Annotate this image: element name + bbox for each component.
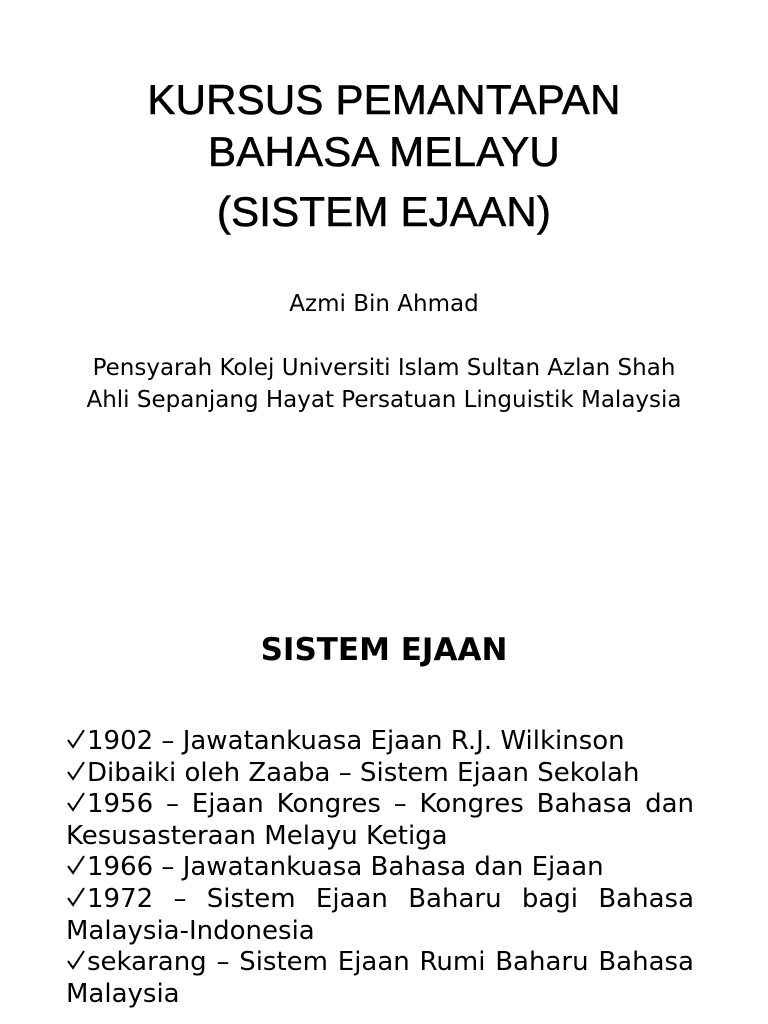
list-item-text: 1902 – Jawatankuasa Ejaan R.J. Wilkinson bbox=[87, 726, 625, 756]
list-item bbox=[66, 852, 694, 884]
list-item bbox=[66, 758, 694, 790]
list-item-text: Dibaiki oleh Zaaba – Sistem Ejaan Sekolah bbox=[87, 757, 640, 788]
list-item-text: 1966 – Jawatankuasa Bahasa dan Ejaan bbox=[87, 852, 604, 883]
check-icon bbox=[66, 791, 86, 813]
list-item-text: sekarang – Sistem Ejaan Rumi Baharu Bahasa Malaysia bbox=[66, 947, 694, 1009]
list-item-text: 1956 – Ejaan Kongres – Kongres Bahasa dan Kesusasteraan Melayu Ketiga bbox=[66, 789, 694, 851]
document-title bbox=[0, 74, 768, 238]
section-heading: SISTEM EJAAN bbox=[260, 632, 508, 668]
check-icon bbox=[66, 854, 86, 876]
check-icon bbox=[66, 886, 86, 908]
affiliation-line: Pensyarah Kolej Universiti Islam Sultan Azlan Shah bbox=[92, 355, 676, 381]
list-item bbox=[66, 789, 694, 852]
list-item-text: 1972 – Sistem Ejaan Baharu bagi Bahasa Malaysia-Indonesia bbox=[66, 883, 694, 946]
list-item bbox=[66, 884, 694, 947]
author-name: Azmi Bin Ahmad bbox=[289, 291, 479, 317]
list-item bbox=[66, 726, 694, 758]
title-line-3: (SISTEM EJAAN) bbox=[216, 188, 552, 235]
affiliation-line: Ahli Sepanjang Hayat Persatuan Linguistik Malaysia bbox=[86, 387, 682, 413]
title-line-2: BAHASA MELAYU bbox=[208, 128, 560, 175]
check-icon bbox=[66, 760, 86, 782]
spelling-history-list bbox=[66, 726, 694, 1010]
author-block bbox=[0, 288, 768, 416]
title-line-1: KURSUS PEMANTAPAN bbox=[147, 76, 621, 123]
check-icon bbox=[66, 949, 86, 971]
list-item bbox=[66, 947, 694, 1010]
check-icon bbox=[66, 728, 86, 750]
